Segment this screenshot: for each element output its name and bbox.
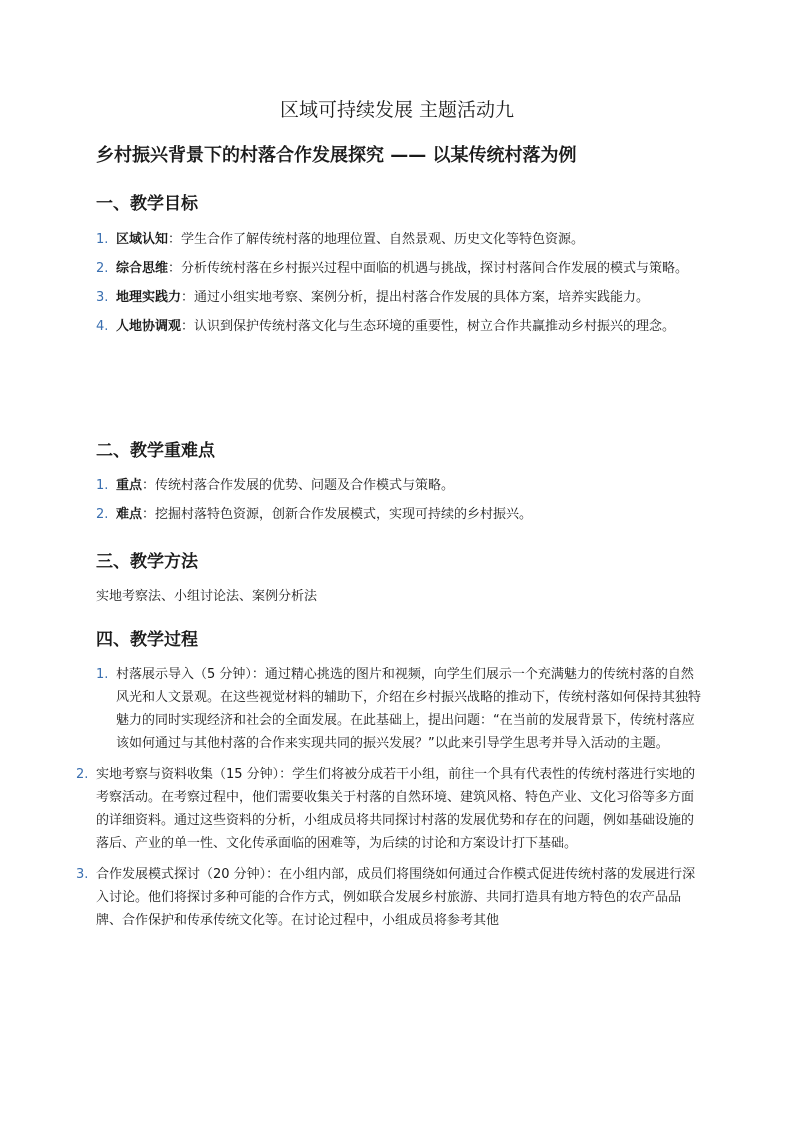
item-keyword: 地理实践力 (116, 290, 182, 305)
list-item (96, 287, 700, 309)
section-heading-keypoints: 二、教学重难点 (96, 441, 215, 461)
list-item (76, 763, 702, 855)
item-keyword: 难点 (116, 507, 143, 522)
list-number: 2. (96, 507, 109, 522)
item-keyword: 区域认知 (116, 232, 169, 247)
item-text: ：传统村落合作发展的优势、问题及合作模式与策略。 (142, 478, 455, 493)
document-subtitle: 乡村振兴背景下的村落合作发展探究 —— 以某传统村落为例 (96, 145, 577, 166)
item-text: ：学生合作了解传统村落的地理位置、自然景观、历史文化等特色资源。 (168, 232, 585, 247)
item-text: ：分析传统村落在乡村振兴过程中面临的机遇与挑战，探讨村落间合作发展的模式与策略。 (168, 261, 689, 276)
section-heading-methods: 三、教学方法 (96, 552, 198, 572)
list-item (96, 663, 702, 755)
item-text: 合作发展模式探讨（20 分钟）：在小组内部，成员们将围绕如何通过合作模式促进传统村落的发展进行深入讨论。他们将探讨多种可能的合作方式，例如联合发展乡村旅游、共同打造具有地方特色的农产品品牌、合作保护和传承传统文化等。在讨论过程中，小组成员将参考其他 (96, 867, 696, 928)
item-keyword: 综合思维 (116, 261, 169, 276)
methods-text: 实地考察法、小组讨论法、案例分析法 (96, 589, 318, 604)
item-text: ：认识到保护传统村落文化与生态环境的重要性，树立合作共赢推动乡村振兴的理念。 (181, 319, 676, 334)
list-number: 1. (96, 478, 109, 493)
list-number: 3. (96, 290, 109, 305)
list-number: 3. (76, 867, 89, 882)
list-number: 1. (96, 232, 109, 247)
list-number: 4. (96, 319, 109, 334)
list-item (96, 258, 700, 280)
section-heading-process: 四、教学过程 (96, 630, 198, 650)
document-title: 区域可持续发展 主题活动九 (279, 99, 515, 121)
list-item (96, 504, 700, 526)
item-keyword: 重点 (116, 478, 143, 493)
list-number: 1. (96, 667, 109, 682)
process-list (76, 663, 702, 932)
list-item (96, 229, 700, 251)
section-heading-objectives: 一、教学目标 (96, 194, 198, 214)
item-text: 实地考察与资料收集（15 分钟）：学生们将被分成若干小组，前往一个具有代表性的传统村落进行实地的考察活动。在考察过程中，他们需要收集关于村落的自然环境、建筑风格、特色产业、文化习俗等多方面的详细资料。通过这些资料的分析，小组成员将共同探讨村落的发展优势和存在的问题，例如基础设施的落后、产业的单一性、文化传承面临的困难等，为后续的讨论和方案设计打下基础。 (96, 767, 696, 851)
list-number: 2. (96, 261, 109, 276)
item-text: ：挖掘村落特色资源，创新合作发展模式，实现可持续的乡村振兴。 (142, 507, 533, 522)
keypoints-list (96, 475, 700, 526)
list-item (76, 863, 702, 932)
item-text: ：通过小组实地考察、案例分析，提出村落合作发展的具体方案，培养实践能力。 (181, 290, 650, 305)
item-keyword: 人地协调观 (116, 319, 182, 334)
objectives-list (96, 229, 700, 338)
list-number: 2. (76, 767, 89, 782)
list-item (96, 316, 700, 338)
item-text: 村落展示导入（5 分钟）：通过精心挑选的图片和视频，向学生们展示一个充满魅力的传统村落的自然风光和人文景观。在这些视觉材料的辅助下，介绍在乡村振兴战略的推动下，传统村落如何保持其独特魅力的同时实现经济和社会的全面发展。在此基础上，提出问题：“在当前的发展背景下，传统村落应该如何通过与其他村落的合作来实现共同的振兴发展？”以此来引导学生思考并导入活动的主题。 (116, 667, 702, 751)
list-item (96, 475, 700, 497)
